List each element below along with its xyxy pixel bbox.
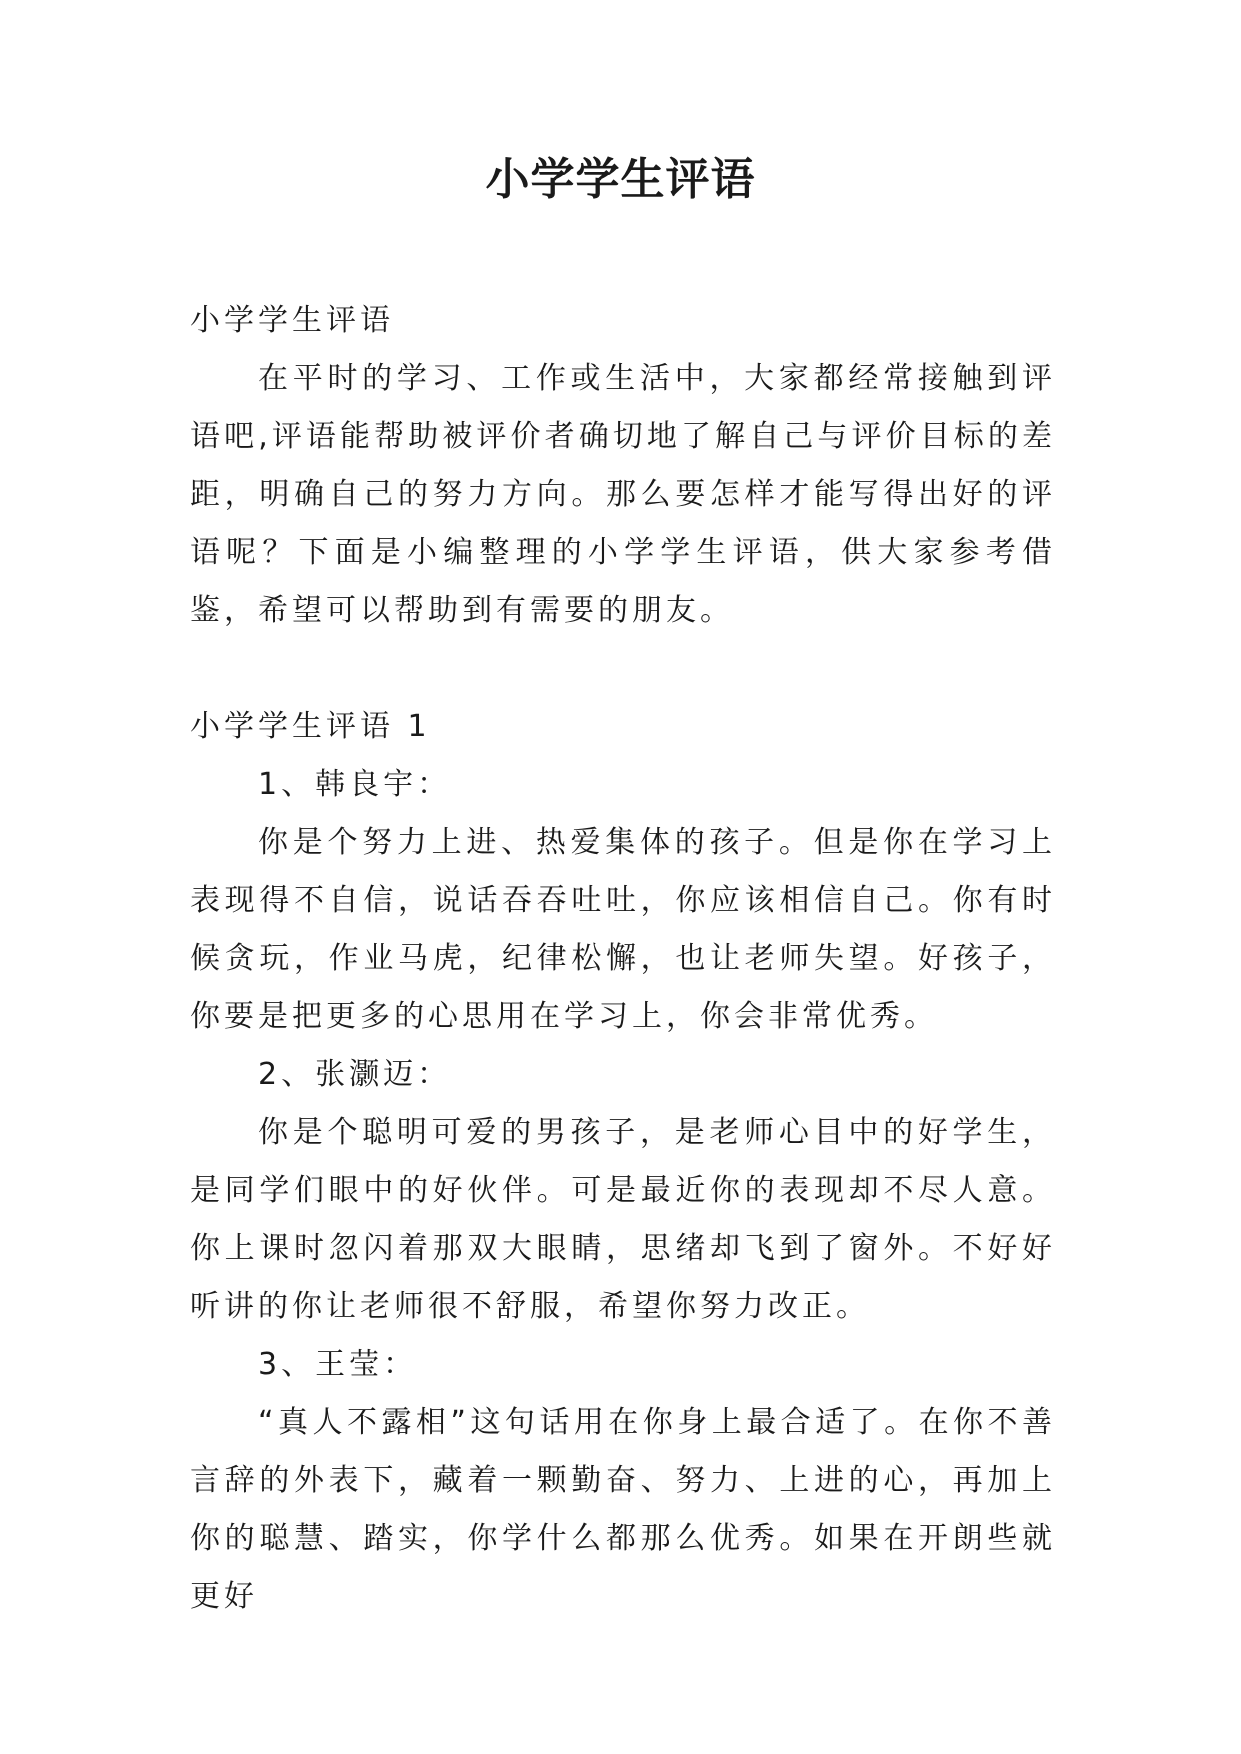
section-heading: 小学学生评语 1: [190, 709, 431, 744]
document-body: [190, 292, 1056, 1626]
section-spacer: [190, 640, 1056, 698]
entry-name-3: 3、王莹：: [258, 1347, 418, 1382]
document-title: 小学学生评语: [485, 154, 756, 205]
entry-name-2: 2、张灏迈：: [258, 1057, 452, 1092]
entry-comment-2: 你是个聪明可爱的男孩子，是老师心目中的好学生，是同学们眼中的好伙伴。可是最近你的表现却不尽人意。你上课时忽闪着那双大眼睛，思绪却飞到了窗外。不好好听讲的你让老师很不舒服，希望你努力改正。: [190, 1115, 1056, 1324]
entry-comment-1: 你是个努力上进、热爱集体的孩子。但是你在学习上表现得不自信，说话吞吞吐吐，你应该相信自己。你有时候贪玩，作业马虎，纪律松懈，也让老师失望。好孩子，你要是把更多的心思用在学习上，你会非常优秀。: [190, 825, 1056, 1034]
entry-comment-3: “真人不露相”这句话用在你身上最合适了。在你不善言辞的外表下，藏着一颗勤奋、努力、上进的心，再加上你的聪慧、踏实，你学什么都那么优秀。如果在开朗些就更好: [190, 1405, 1056, 1614]
intro-heading: 小学学生评语: [190, 303, 394, 338]
intro-paragraph: 在平时的学习、工作或生活中，大家都经常接触到评语吧,评语能帮助被评价者确切地了解自己与评价目标的差距，明确自己的努力方向。那么要怎样才能写得出好的评语呢？下面是小编整理的小学学生评语，供大家参考借鉴，希望可以帮助到有需要的朋友。: [190, 361, 1056, 628]
entry-name-1: 1、韩良宇：: [258, 767, 452, 802]
